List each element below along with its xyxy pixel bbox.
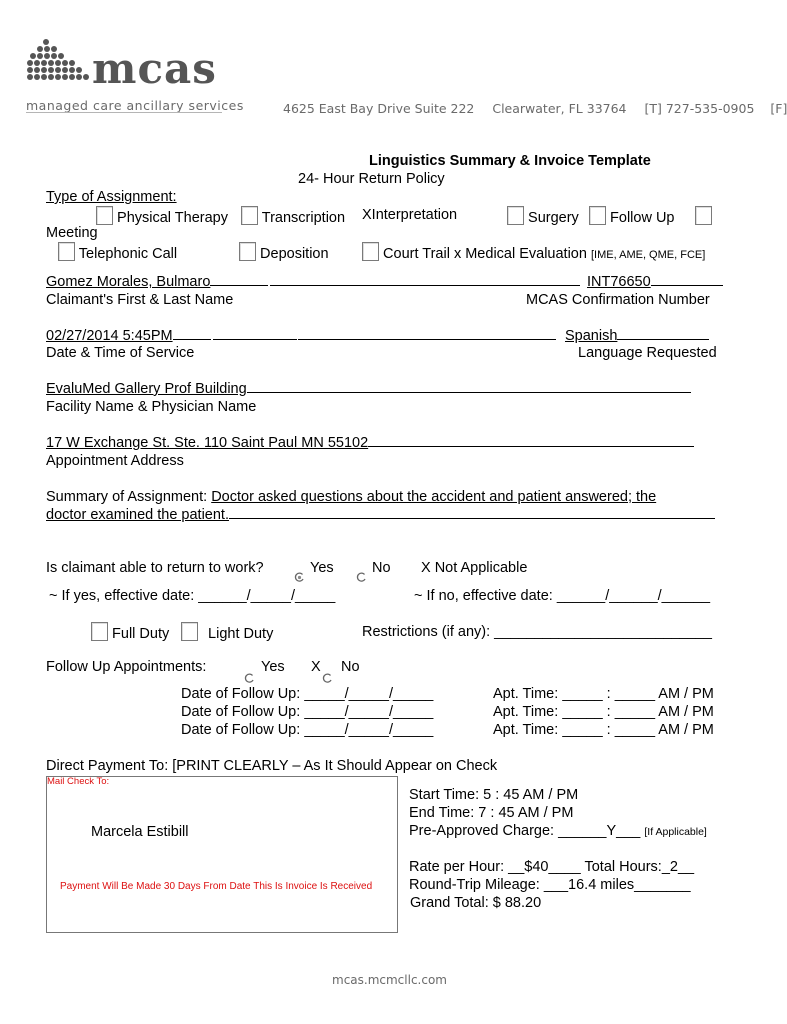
appointment-address: 17 W Exchange St. Ste. 110 Saint Paul MN 55102 xyxy=(46,435,369,451)
summary-text-2: doctor examined the patient. xyxy=(46,507,229,523)
surgery-checkbox[interactable] xyxy=(507,206,524,225)
grand-total: Grand Total: $ 88.20 xyxy=(410,895,542,911)
start-time: Start Time: 5 : 45 AM / PM xyxy=(409,787,579,803)
meeting-option xyxy=(695,206,712,227)
claimant-name-label: Claimant's First & Last Name xyxy=(46,292,234,308)
header-divider xyxy=(26,112,222,113)
apt-time-label: Apt. Time: xyxy=(493,686,559,702)
physical-therapy-label: Physical Therapy xyxy=(117,210,228,226)
apt-time-field[interactable]: _____ : _____ AM / PM xyxy=(562,704,714,720)
mileage-value[interactable]: ___16.4 miles_______ xyxy=(543,877,691,893)
deposition-option xyxy=(239,242,329,262)
facility-name: EvaluMed Gallery Prof Building xyxy=(46,381,247,397)
follow-up-date-field[interactable]: _____/_____/_____ xyxy=(304,722,434,738)
deposition-label: Deposition xyxy=(260,246,329,262)
service-datetime-field[interactable] xyxy=(46,328,556,344)
header-city: Clearwater, FL 33764 xyxy=(492,101,627,116)
medical-eval-label: x Medical Evaluation xyxy=(453,246,587,262)
payee-name: Marcela Estibill xyxy=(91,824,189,840)
service-datetime-label: Date & Time of Service xyxy=(46,345,195,361)
if-yes-row xyxy=(49,588,335,604)
light-duty-option xyxy=(181,622,273,642)
facility-label: Facility Name & Physician Name xyxy=(46,399,257,415)
follow-up-time-row-2 xyxy=(493,704,714,720)
pre-approved-charge[interactable]: Pre-Approved Charge: ______Y___ xyxy=(409,823,641,839)
apt-time-label: Apt. Time: xyxy=(493,722,559,738)
pre-approved-row xyxy=(409,823,707,839)
mileage-label: Round-Trip Mileage: xyxy=(409,877,544,893)
header-address: 4625 East Bay Drive Suite 222 xyxy=(283,101,475,116)
follow-up-date-field[interactable]: _____/_____/_____ xyxy=(304,704,434,720)
mail-check-box[interactable] xyxy=(46,776,398,933)
if-yes-label: ~ If yes, effective date: xyxy=(49,588,195,604)
payment-notice: Payment Will Be Made 30 Days From Date This Is Invoice Is Received xyxy=(60,881,373,892)
confirmation-number: INT76650 xyxy=(587,274,651,290)
follow-up-no-label: No xyxy=(341,659,360,675)
follow-up-date-label: Date of Follow Up: xyxy=(181,686,301,702)
telephonic-option xyxy=(58,242,177,262)
return-policy: 24- Hour Return Policy xyxy=(298,171,445,187)
follow-up-date-label: Date of Follow Up: xyxy=(181,704,301,720)
language-field[interactable] xyxy=(565,328,709,344)
if-yes-date-field[interactable]: ______/_____/_____ xyxy=(198,588,336,604)
court-trail-option xyxy=(362,242,705,262)
follow-up-date-row-3 xyxy=(181,722,433,738)
surgery-label: Surgery xyxy=(528,210,579,226)
facility-field[interactable] xyxy=(46,381,691,397)
language-label: Language Requested xyxy=(578,345,717,361)
summary-line-2[interactable] xyxy=(46,507,715,523)
language: Spanish xyxy=(565,328,618,344)
summary-text-1[interactable]: Doctor asked questions about the accident and patient answered; the xyxy=(211,489,657,505)
full-duty-option xyxy=(91,622,169,642)
physical-therapy-checkbox[interactable] xyxy=(96,206,113,225)
appointment-address-label: Appointment Address xyxy=(46,453,184,469)
surgery-option xyxy=(507,206,579,226)
header-phone: [T] 727-535-0905 xyxy=(644,101,755,116)
court-trail-checkbox[interactable] xyxy=(362,242,379,261)
if-no-row xyxy=(414,588,710,604)
telephonic-label: Telephonic Call xyxy=(78,246,178,262)
header-fax: [F] xyxy=(770,101,787,116)
if-no-label: ~ If no, effective date: xyxy=(414,588,553,604)
medical-eval-note: [IME, AME, QME, FCE] xyxy=(590,249,706,261)
summary-label: Summary of Assignment: xyxy=(46,489,208,505)
follow-up-date-row-2 xyxy=(181,704,433,720)
return-na-label: X Not Applicable xyxy=(421,560,528,576)
page-title: Linguistics Summary & Invoice Template xyxy=(369,153,651,169)
service-datetime: 02/27/2014 5:45PM xyxy=(46,328,173,344)
pre-approved-note: [If Applicable] xyxy=(644,826,707,838)
full-duty-checkbox[interactable] xyxy=(91,622,108,641)
appointment-address-field[interactable] xyxy=(46,435,694,451)
assignment-row-1 xyxy=(96,206,228,226)
restrictions-label: Restrictions (if any): xyxy=(362,624,491,640)
transcription-option xyxy=(241,206,345,226)
if-no-date-field[interactable]: ______/______/______ xyxy=(556,588,711,604)
transcription-label: Transcription xyxy=(261,210,346,226)
claimant-name: Gomez Morales, Bulmaro xyxy=(46,274,211,290)
light-duty-label: Light Duty xyxy=(208,626,274,642)
meeting-checkbox[interactable] xyxy=(695,206,712,225)
follow-up-no-radio[interactable] xyxy=(322,673,333,684)
follow-up-checkbox[interactable] xyxy=(589,206,606,225)
logo-dots-icon xyxy=(26,38,90,88)
follow-up-yes-label: Yes xyxy=(261,659,285,675)
telephonic-checkbox[interactable] xyxy=(58,242,75,261)
transcription-checkbox[interactable] xyxy=(241,206,258,225)
follow-up-time-row-1 xyxy=(493,686,714,702)
rate-total-hours: Rate per Hour: __$40____ Total Hours:_2__ xyxy=(409,859,695,875)
assignment-label: Type of Assignment: xyxy=(46,189,177,205)
payment-heading: Direct Payment To: [PRINT CLEARLY – As It Should Appear on Check xyxy=(46,758,498,774)
meeting-label: Meeting xyxy=(46,225,98,241)
summary-line-1 xyxy=(46,489,656,505)
tagline: managed care ancillary services xyxy=(26,98,244,113)
brand-name: mcas xyxy=(92,44,217,93)
deposition-checkbox[interactable] xyxy=(239,242,256,261)
follow-up-option xyxy=(589,206,675,226)
confirmation-label: MCAS Confirmation Number xyxy=(526,292,710,308)
light-duty-checkbox[interactable] xyxy=(181,622,198,641)
follow-up-date-label: Date of Follow Up: xyxy=(181,722,301,738)
follow-up-label: Follow Up Appointments: xyxy=(46,659,207,675)
return-yes-label: Yes xyxy=(310,560,334,576)
apt-time-label: Apt. Time: xyxy=(493,704,559,720)
claimant-name-field[interactable] xyxy=(46,274,580,290)
return-no-radio[interactable] xyxy=(356,572,367,583)
follow-up-yes-radio[interactable] xyxy=(244,673,255,684)
restrictions-field[interactable]: ___________________________ xyxy=(494,624,712,640)
full-duty-label: Full Duty xyxy=(112,626,170,642)
mileage-row xyxy=(409,877,691,893)
return-question: Is claimant able to return to work? xyxy=(46,560,264,576)
logo xyxy=(26,38,226,98)
follow-up-label: Follow Up xyxy=(610,210,675,226)
follow-up-date-field[interactable]: _____/_____/_____ xyxy=(304,686,434,702)
header-contact xyxy=(283,101,787,116)
end-time: End Time: 7 : 45 AM / PM xyxy=(409,805,574,821)
court-trail-label: Court Trail xyxy=(383,246,450,262)
follow-up-no-mark: X xyxy=(311,659,321,675)
confirmation-field[interactable] xyxy=(587,274,723,290)
mail-check-label: Mail Check To: xyxy=(47,776,110,787)
restrictions-row xyxy=(362,624,712,640)
return-no-label: No xyxy=(372,560,391,576)
footer-site: mcas.mcmcllc.com xyxy=(332,973,447,987)
apt-time-field[interactable]: _____ : _____ AM / PM xyxy=(562,686,714,702)
return-yes-radio[interactable] xyxy=(294,572,305,583)
interpretation-label: XInterpretation xyxy=(362,207,458,223)
follow-up-date-row-1 xyxy=(181,686,433,702)
apt-time-field[interactable]: _____ : _____ AM / PM xyxy=(562,722,714,738)
follow-up-time-row-3 xyxy=(493,722,714,738)
